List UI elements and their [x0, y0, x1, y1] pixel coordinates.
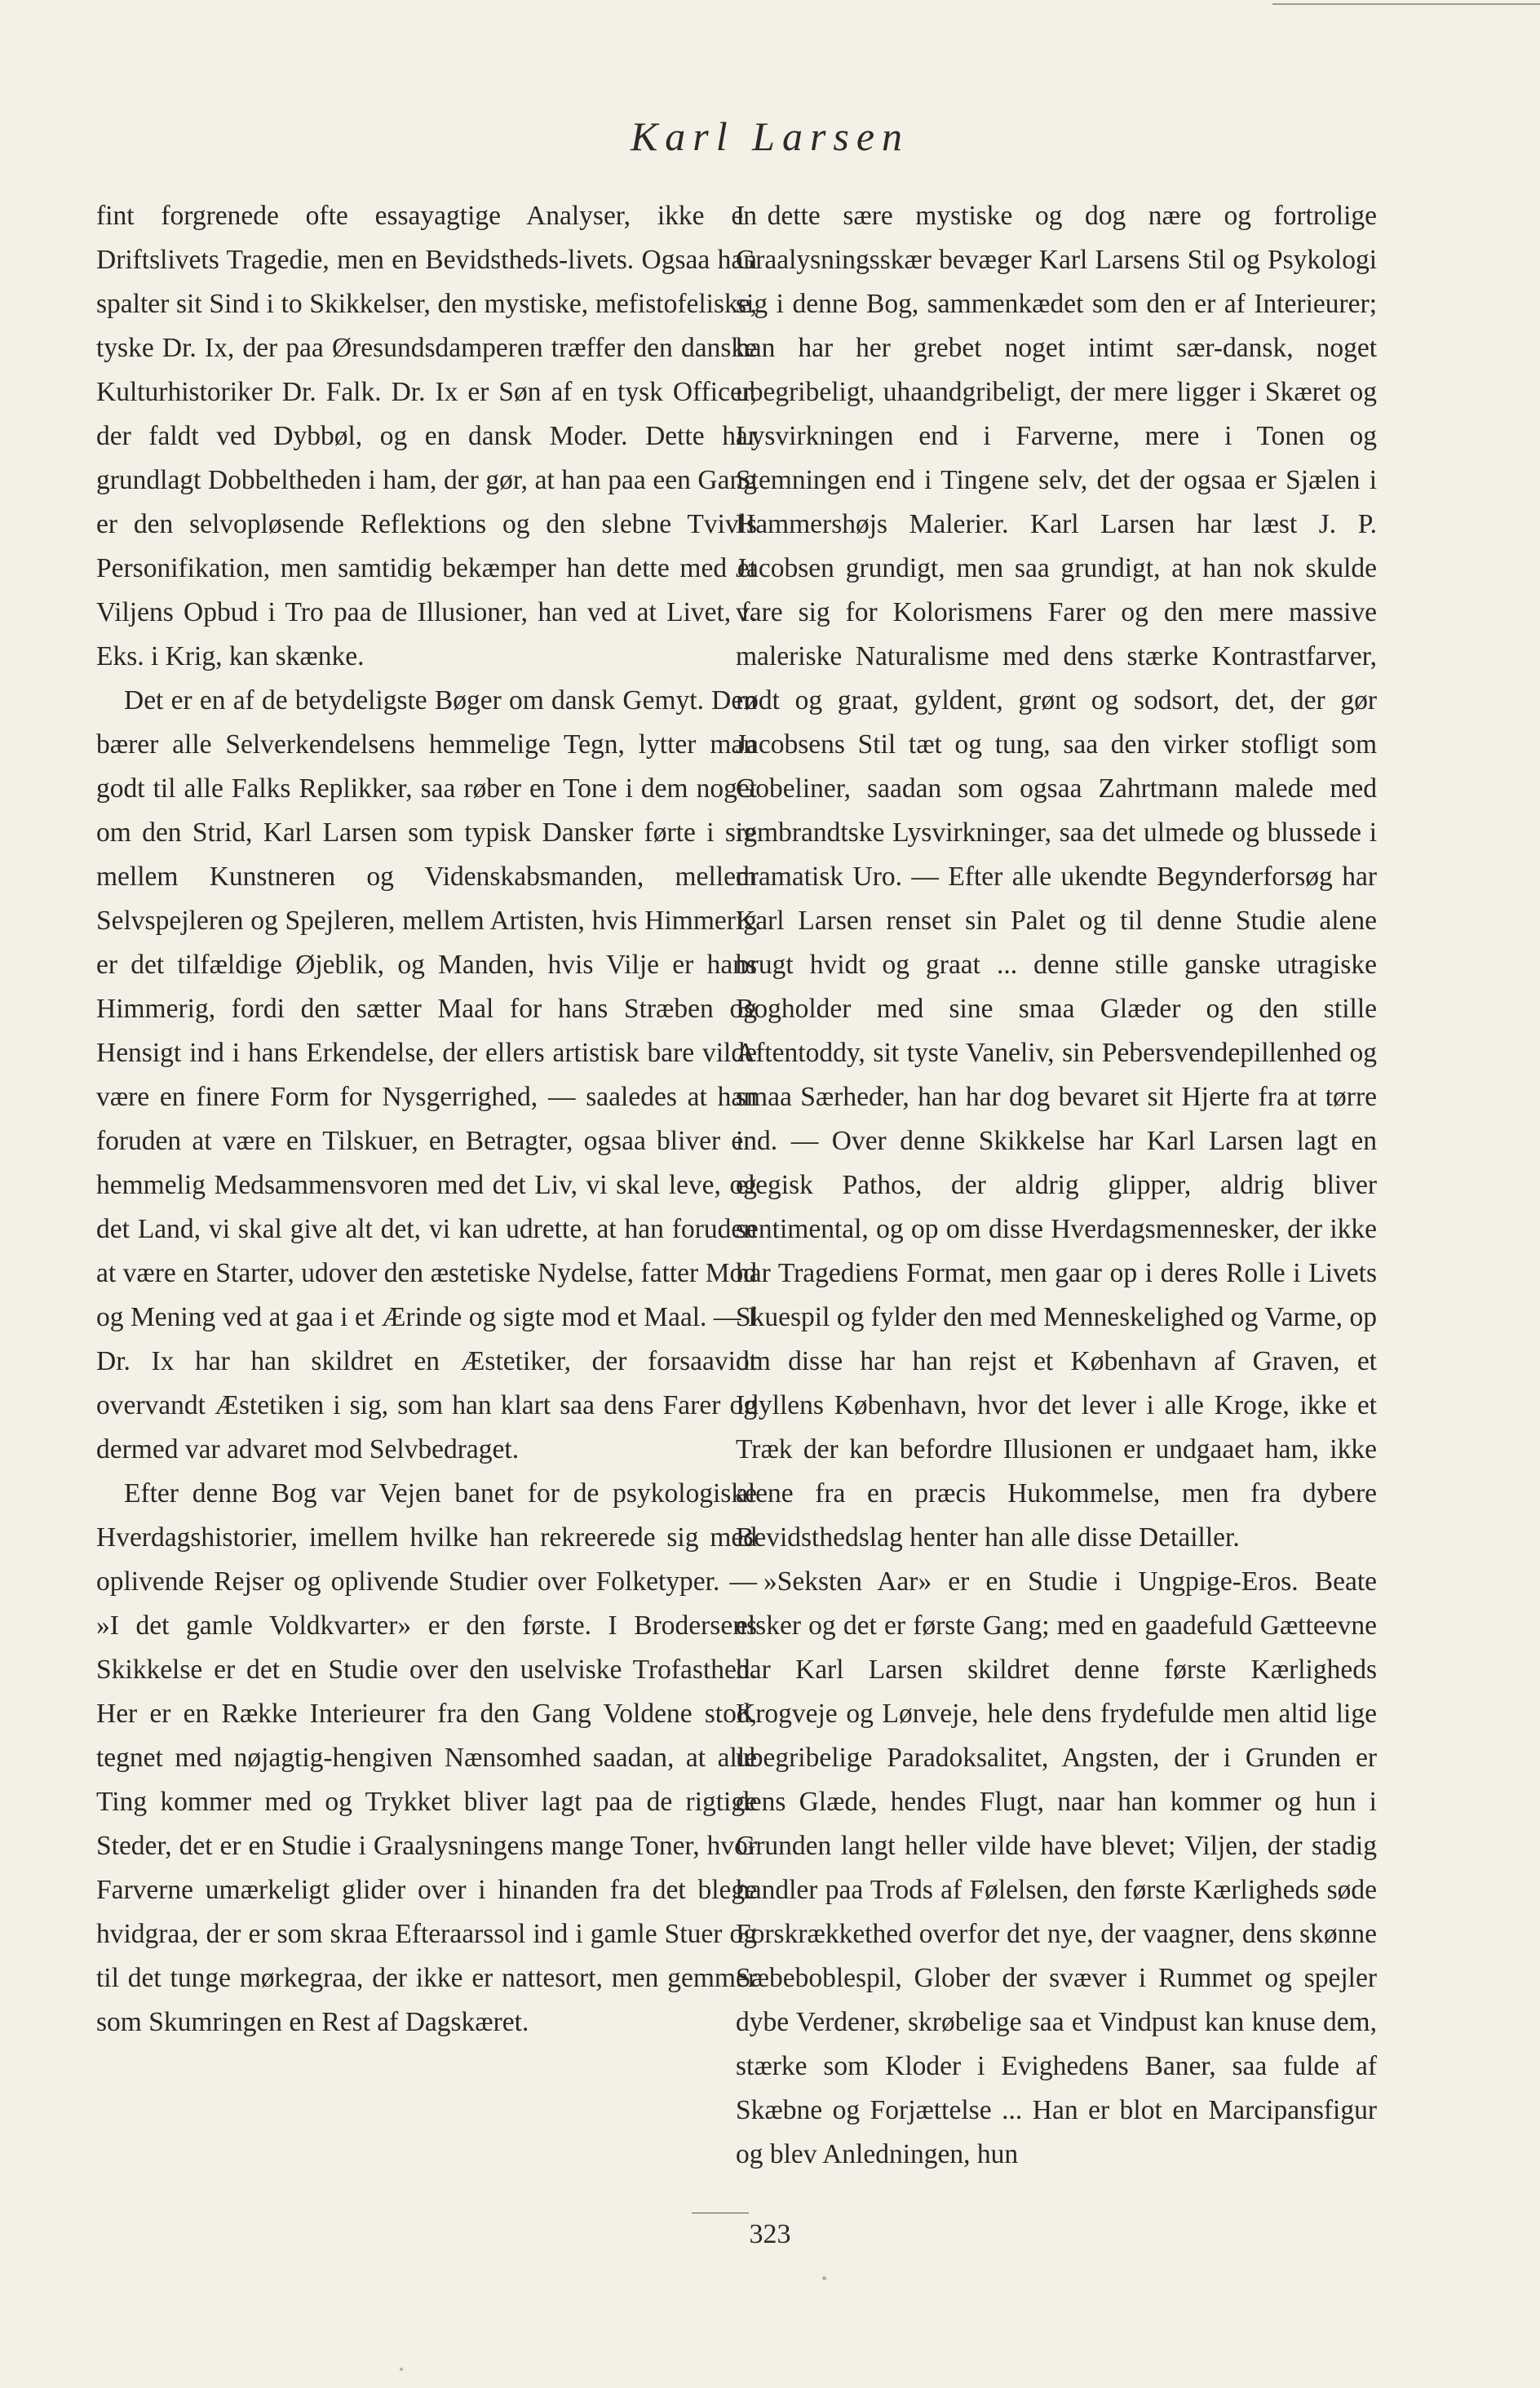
paragraph: fint forgrenede ofte essayagtige Analyser, ikke en Driftslivets Tragedie, men en Bevidstheds-livets. Ogsaa han spalter sit Sind i to Skikkelser, den mystiske, mefistofeliske, tyske Dr. Ix, der paa Øresundsdamperen træffer den danske Kulturhistoriker Dr. Falk. Dr. Ix er Søn af en tysk Officer, der faldt ved Dybbøl, og en dansk Moder. Dette har grundlagt Dobbeltheden i ham, der gør, at han paa een Gang er den selvopløsende Reflektions og den slebne Tvivls Personifikation, men samtidig bekæmper han dette med et Viljens Opbud i Tro paa de Illusioner, han ved at Livet, f. Eks. i Krig, kan skænke. — [96, 201, 757, 671]
right-column — [736, 194, 1377, 2177]
page-number: 323 — [749, 2219, 791, 2249]
paragraph: I dette sære mystiske og dog nære og fortrolige Graalysningsskær bevæger Karl Larsens Stil og Psykologi sig i denne Bog, sammenkædet som den er af Interieurer; han har her grebet noget intimt sær-dansk, noget ubegribeligt, uhaandgribeligt, der mere ligger i Skæret og Lysvirkningen end i Farverne, mere i Tonen og Stemningen end i Tingene selv, det der ogsaa er Sjælen i Hammershøjs Malerier. Karl Larsen har læst J. P. Jacobsen grundigt, men saa grundigt, at han nok skulde vare sig for Kolorismens Farer og den mere massive maleriske Naturalisme med dens stærke Kontrastfarver, rødt og graat, gyldent, grønt og sodsort, det, der gør Jacobsens Stil tæt og tung, saa den virker stofligt som Gobeliner, saadan som ogsaa Zahrtmann malede med rembrandtske Lysvirkninger, saa det ulmede og blussede i dramatisk Uro. — Efter alle ukendte Begynderforsøg har Karl Larsen renset sin Palet og til denne Studie alene brugt hvidt og graat ... denne stille ganske utragiske Bogholder med sine smaa Glæder og den stille Aftentoddy, sit tyste Vaneliv, sin Pebersvendepillenhed og smaa Særheder, han har dog bevaret sit Hjerte fra at tørre ind. — Over denne Skikkelse har Karl Larsen lagt en elegisk Pathos, der aldrig glipper, aldrig bliver sentimental, og op om disse Hverdagsmennesker, der ikke har Tragediens Format, men gaar op i deres Rolle i Livets Skuespil og fylder den med Menneskelighed og Varme, op om disse har han rejst et København af Graven, et Idyllens København, hvor det lever i alle Kroge, ikke et Træk der kan befordre Illusionen er undgaaet ham, ikke alene fra en præcis Hukommelse, men fra dybere Bevidsthedslag henter han alle disse Detailler. — [736, 201, 1377, 1553]
paper-speck — [822, 2276, 826, 2280]
running-head: Karl Larsen — [630, 113, 910, 159]
top-edge-rule — [1272, 3, 1540, 5]
paragraph: Efter denne Bog var Vejen banet for de psykologiske Hverdagshistorier, imellem hvilke han rekreerede sig med oplivende Rejser og oplivende Studier over Folketyper. — »I det gamle Voldkvarter» er den første. I Brodersens Skikkelse er det en Studie over den uselviske Trofasthed. Her er en Række Interieurer fra den Gang Voldene stod, tegnet med nøjagtig-hengiven Nænsomhed saadan, at alle Ting kommer med og Trykket bliver lagt paa de rigtige Steder, det er en Studie i Graalysningens mange Toner, hvor Farverne umærkeligt glider over i hinanden fra det blege hvidgraa, der er som skraa Efteraarssol ind i gamle Stuer og til det tunge mørkegraa, der ikke er nattesort, men gemmer som Skumringen en Rest af Dagskæret. — [96, 1478, 757, 2037]
paragraph: Det er en af de betydeligste Bøger om dansk Gemyt. Den bærer alle Selverkendelsens hemmelige Tegn, lytter man godt til alle Falks Replikker, saa røber en Tone i dem noget om den Strid, Karl Larsen som typisk Dansker førte i sig mellem Kunstneren og Videnskabsmanden, mellem Selvspejleren og Spejleren, mellem Artisten, hvis Himmerig er det tilfældige Øjeblik, og Manden, hvis Vilje er hans Himmerig, fordi den sætter Maal for hans Stræben og Hensigt ind i hans Erkendelse, der ellers artistisk bare vilde være en finere Form for Nysgerrighed, — saaledes at han foruden at være en Tilskuer, en Betragter, ogsaa bliver en hemmelig Medsammensvoren med det Liv, vi skal leve, og det Land, vi skal give alt det, vi kan udrette, at han foruden at være en Starter, udover den æstetiske Nydelse, fatter Mod og Mening ved at gaa i et Ærinde og sigte mod et Maal. — I Dr. Ix har han skildret en Æstetiker, der forsaavidt overvandt Æstetiken i sig, som han klart saa dens Farer og dermed var advaret mod Selvbedraget. — [96, 685, 757, 1464]
paragraph: »Seksten Aar» er en Studie i Ungpige-Eros. Beate elsker og det er første Gang; med en gaadefuld Gætteevne har Karl Larsen skildret denne første Kærligheds Krogveje og Lønveje, hele dens frydefulde men altid lige ubegribelige Paradoksalitet, Angsten, der i Grunden er dens Glæde, hendes Flugt, naar han kommer og hun i Grunden langt heller vilde have blevet; Viljen, der stadig handler paa Trods af Følelsen, den første Kærligheds søde Forskrækkethed overfor det nye, der vaagner, dens skønne Sæbeboblespil, Glober der svæver i Rummet og spejler dybe Verdener, skrøbelige saa et Vindpust kan knuse dem, stærke som Kloder i Evighedens Baner, saa fulde af Skæbne og Forjættelse ... Han er blot en Marcipansfigur og blev Anledningen, hun — [736, 1566, 1377, 2169]
left-column — [96, 194, 757, 2045]
paper-speck — [400, 2368, 403, 2371]
